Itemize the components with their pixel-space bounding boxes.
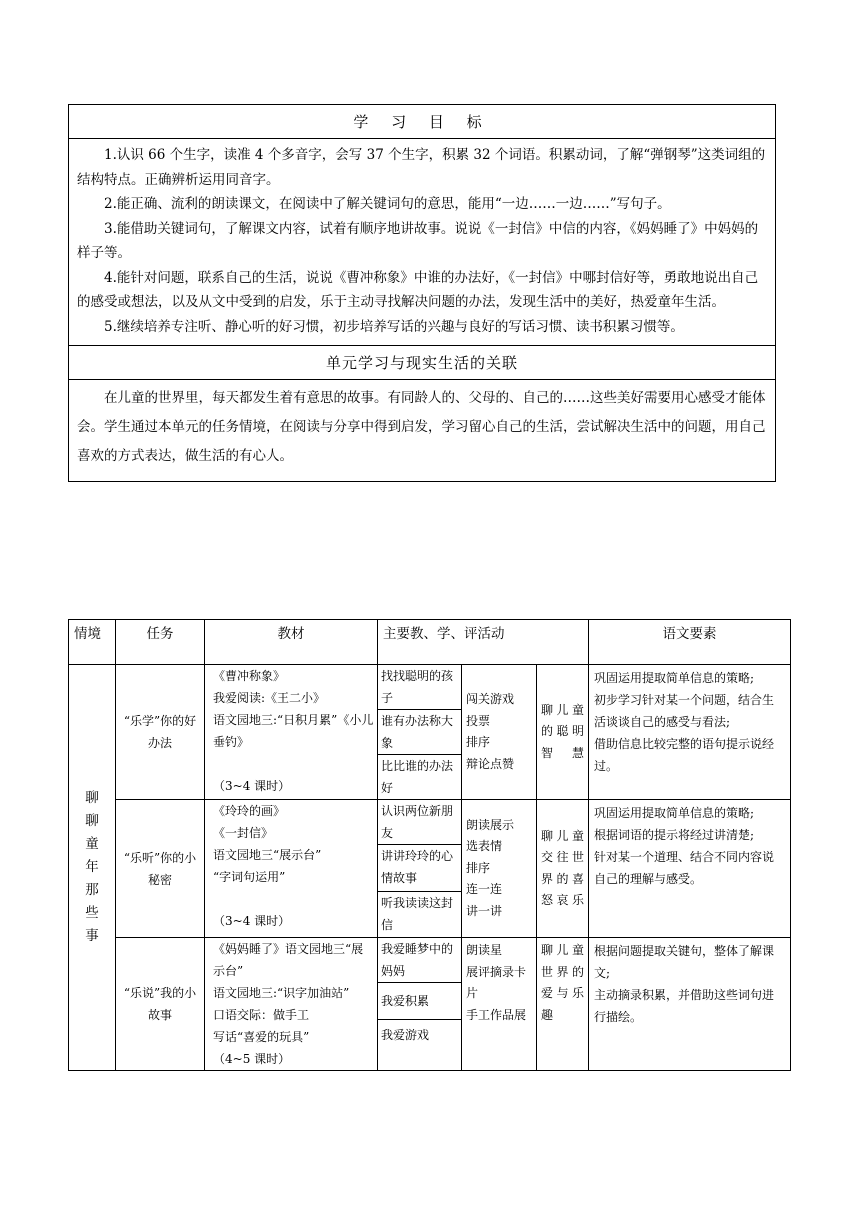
method-line: 讲一讲 bbox=[466, 903, 503, 918]
goal-item: 4.能针对问题，联系自己的生活，说说《曹冲称象》中谁的办法好，《一封信》中哪封信好等，勇敢地说出自己的感受或想法，以及从文中受到的启发，乐于主动寻找解决问题的办法，发现生活中的美好，热爱童年生活。 bbox=[77, 269, 759, 310]
goal-item: 5.继续培养专注听、静心听的好习惯，初步培养写话的兴趣与良好的写话习惯、读书积累习惯等。 bbox=[104, 318, 684, 335]
learning-goals-table bbox=[68, 104, 776, 482]
material-line: （4~5 课时） bbox=[213, 1052, 291, 1066]
material-line bbox=[213, 888, 374, 910]
element-line: 主动摘录积累，并借助这些词句进行描绘。 bbox=[594, 988, 775, 1024]
method-line: 选表情 bbox=[466, 839, 503, 854]
material-cell bbox=[205, 665, 378, 800]
method-line: 排序 bbox=[466, 735, 491, 749]
material-line: （3~4 课时） bbox=[213, 914, 291, 928]
header-task: 任务 bbox=[116, 620, 205, 665]
relation-body bbox=[69, 380, 776, 482]
method-line: 展评摘录卡片 bbox=[466, 964, 527, 1000]
goal-item: 3.能借助关键词句，了解课文内容，试着有顺序地讲故事。说说《一封信》中信的内容，《妈妈睡了》中妈妈的样子等。 bbox=[77, 220, 759, 261]
activity-cell: 讲讲玲玲的心情故事 bbox=[378, 845, 462, 892]
header-context: 情境 bbox=[69, 620, 116, 665]
method-line: 手工作品展 bbox=[466, 1007, 527, 1022]
activity-cell: 我爱游戏 bbox=[378, 1020, 462, 1071]
material-line: 《一封信》 bbox=[213, 826, 274, 840]
method-line: 辩论点赞 bbox=[466, 756, 515, 771]
element-line: 巩固运用提取简单信息的策略; bbox=[594, 806, 755, 820]
material-cell bbox=[205, 800, 378, 938]
elements-cell bbox=[589, 800, 791, 938]
material-line: 写话“喜爱的玩具” bbox=[213, 1030, 310, 1044]
element-line: 借助信息比较完整的语句提示说经过。 bbox=[594, 737, 775, 773]
material-line: 语文园地三“展示台” bbox=[213, 848, 322, 862]
material-line: 我爱阅读:《王二小》 bbox=[213, 691, 326, 705]
material-line: 语文园地三:“识字加油站” bbox=[213, 986, 350, 1000]
element-line: 初步学习针对某一个问题，结合生活谈谈自己的感受与看法; bbox=[594, 693, 775, 729]
method-line: 投票 bbox=[466, 713, 491, 728]
material-line: 语文园地三:“日积月累”《小儿垂钓》 bbox=[213, 713, 374, 749]
material-line: 《曹冲称象》 bbox=[213, 669, 286, 683]
element-line: 巩固运用提取简单信息的策略; bbox=[594, 671, 755, 685]
task-cell: “乐说”我的小故事 bbox=[116, 938, 205, 1071]
activity-cell: 找找聪明的孩子 bbox=[378, 665, 462, 710]
material-line bbox=[213, 753, 374, 775]
material-line: 《妈妈睡了》语文园地三“展示台” bbox=[213, 942, 364, 978]
method-line: 排序 bbox=[466, 860, 491, 875]
material-cell bbox=[205, 938, 378, 1071]
theme-cell: 聊儿童交往世界的喜怒哀乐 bbox=[537, 800, 589, 938]
goals-title: 学 习 目 标 bbox=[69, 105, 776, 139]
task-cell: “乐学”你的好办法 bbox=[116, 665, 205, 800]
header-material: 教材 bbox=[205, 620, 378, 665]
elements-cell bbox=[589, 938, 791, 1071]
elements-cell bbox=[589, 665, 791, 800]
method-line: 朗读星 bbox=[466, 943, 503, 957]
relation-text: 在儿童的世界里，每天都发生着有意思的故事。有同龄人的、父母的、自己的……这些美好需要用心感受才能体会。学生通过本单元的任务情境，在阅读与分享中得到启发，学习留心自己的生活，尝试解决生活中的问题，用自己喜欢的方式表达，做生活的有心人。 bbox=[77, 390, 766, 464]
methods-cell bbox=[462, 938, 537, 1071]
activity-cell: 认识两位新朋友 bbox=[378, 800, 462, 845]
material-line: “字词句运用” bbox=[213, 870, 286, 884]
goals-list bbox=[69, 139, 776, 346]
activity-cell: 我爱积累 bbox=[378, 983, 462, 1020]
header-elements: 语文要素 bbox=[589, 620, 791, 665]
context-text: 聊聊童年那些事 bbox=[85, 790, 99, 944]
activity-cell: 谁有办法称大象 bbox=[378, 710, 462, 755]
methods-cell bbox=[462, 800, 537, 938]
header-activities: 主要教、学、评活动 bbox=[378, 620, 589, 665]
activity-cell: 我爱睡梦中的妈妈 bbox=[378, 938, 462, 983]
unit-plan-table bbox=[68, 619, 791, 1071]
theme-cell: 聊儿童的聪明智慧 bbox=[537, 665, 589, 800]
element-line: 针对某一个道理、结合不同内容说自己的理解与感受。 bbox=[594, 850, 775, 886]
material-line: 《玲玲的画》 bbox=[213, 804, 286, 818]
method-line: 朗读展示 bbox=[466, 817, 515, 832]
element-line: 根据词语的提示将经过讲清楚; bbox=[594, 828, 755, 842]
activity-cell: 比比谁的办法好 bbox=[378, 755, 462, 800]
goal-item: 2.能正确、流利的朗读课文，在阅读中了解关键词句的意思，能用“一边……一边……”写句子。 bbox=[104, 196, 671, 212]
goal-item: 1.认识 66 个生字，读准 4 个多音字，会写 37 个生字，积累 32 个词语。积累动词，了解“弹钢琴”这类词组的结构特点。正确辨析运用同音字。 bbox=[77, 147, 766, 188]
material-line: 口语交际：做手工 bbox=[213, 1008, 310, 1022]
element-line: 根据问题提取关键句，整体了解课文; bbox=[594, 944, 775, 980]
relation-title: 单元学习与现实生活的关联 bbox=[69, 346, 776, 380]
material-line: （3~4 课时） bbox=[213, 779, 291, 793]
method-line: 闯关游戏 bbox=[466, 692, 515, 706]
method-line: 连一连 bbox=[466, 882, 503, 897]
task-cell: “乐听”你的小秘密 bbox=[116, 800, 205, 938]
theme-cell: 聊儿童世界的爱与乐趣 bbox=[537, 938, 589, 1071]
context-cell bbox=[69, 665, 116, 1071]
activity-cell: 听我读读这封信 bbox=[378, 892, 462, 938]
methods-cell bbox=[462, 665, 537, 800]
